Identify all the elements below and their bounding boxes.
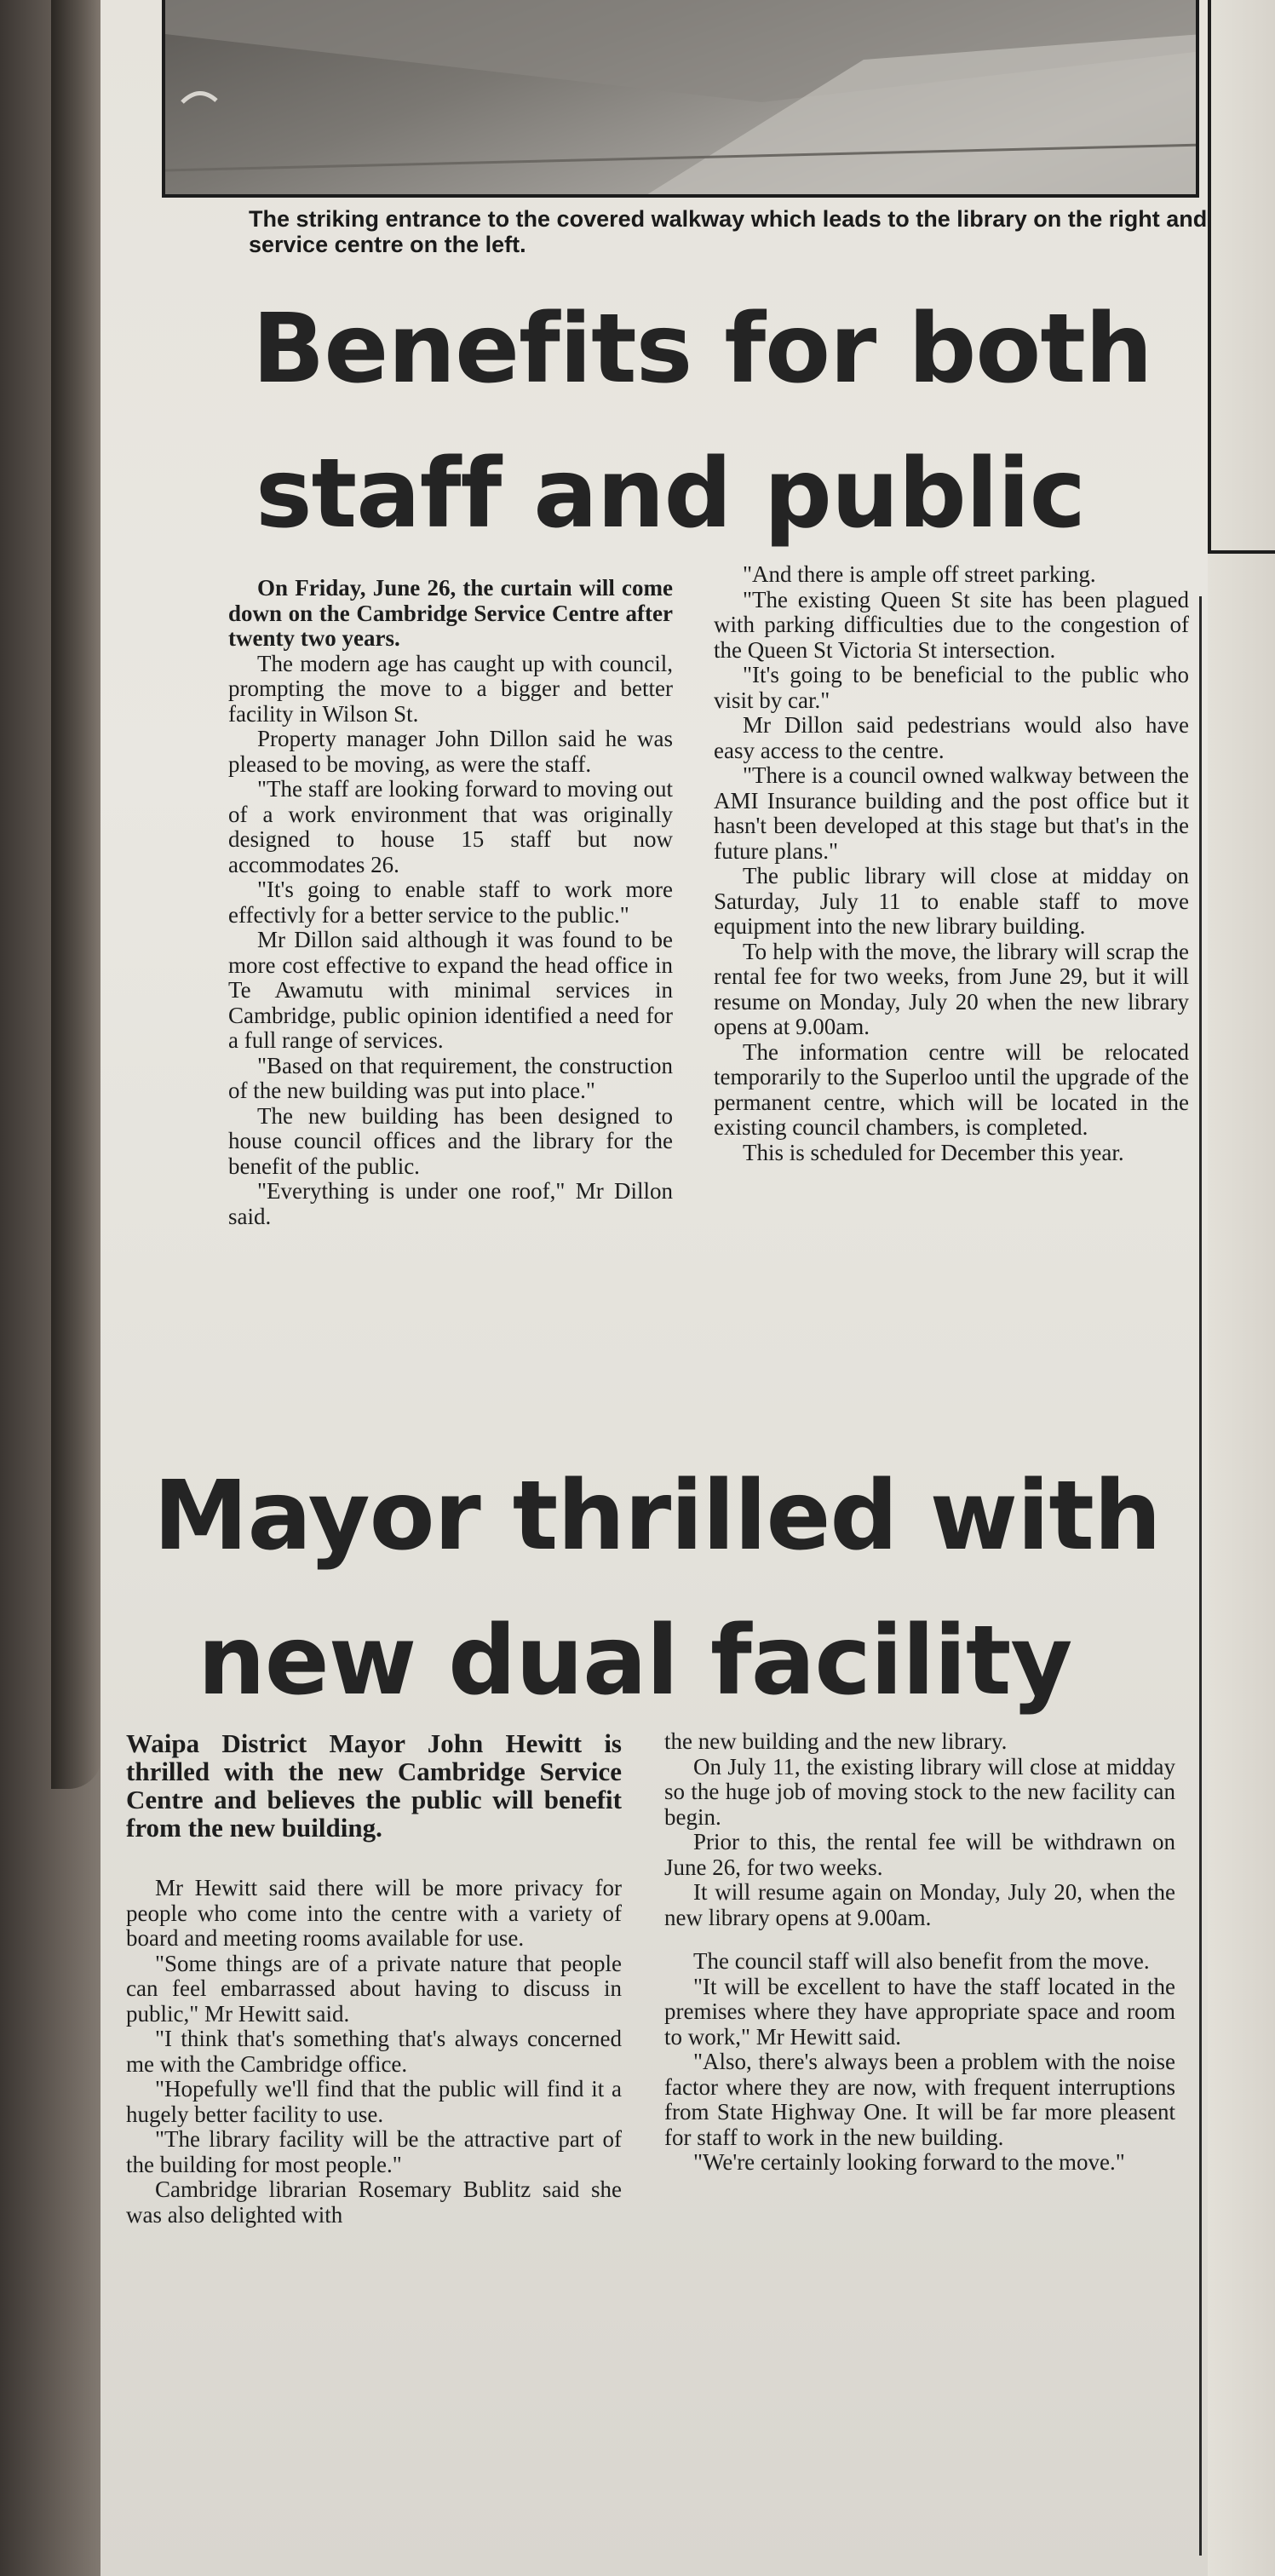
article2-left-lead: Waipa District Mayor John Hewitt is thrilled with the new Cambridge Service Centre and believes the public will benefit from the new building. — [126, 1728, 622, 1843]
box-border-right — [1208, 0, 1211, 554]
article1-left-paragraph: On Friday, June 26, the curtain will come down on the Cambridge Service Centre after twenty two years. — [228, 575, 673, 651]
article2-left-paragraph: "Hopefully we'll find that the public will find it a hugely better facility to use. — [126, 2076, 622, 2127]
article1-left-paragraph: "It's going to enable staff to work more effectivly for a better service to the public." — [228, 877, 673, 928]
article1-right-paragraph: To help with the move, the library will scrap the rental fee for two weeks, from June 29, but it will resume on Monday, July 20 when the new library opens at 9.00am. — [714, 938, 1189, 1039]
headline-article2-line2: new dual facility — [198, 1606, 1072, 1716]
article1-right-paragraph: "It's going to be beneficial to the public who visit by car." — [714, 662, 1189, 713]
article1-left-paragraph: The new building has been designed to house council offices and the library for the benefit of the public. — [228, 1102, 673, 1179]
article2-right-column — [664, 1729, 1175, 2176]
article1-right-paragraph: Mr Dillon said pedestrians would also have easy access to the centre. — [714, 712, 1189, 763]
page-curl — [51, 0, 102, 1789]
article1-left-paragraph: "The staff are looking forward to moving out of a work environment that was originally designed to house 15 staff but now accommodates 26. — [228, 776, 673, 877]
article2-right-paragraph: It will resume again on Monday, July 20, when the new library opens at 9.00am. — [664, 1879, 1175, 1930]
article1-left-paragraph: "Based on that requirement, the construction of the new building was put into place." — [228, 1052, 673, 1103]
headline-article1-line1: Benefits for both — [252, 294, 1152, 405]
article2-left-paragraph: "The library facility will be the attractive part of the building for most people." — [126, 2126, 622, 2177]
article2-left-spacer — [126, 1842, 622, 1876]
article2-right-paragraph: On July 11, the existing library will close at midday so the huge job of moving stock to the new facility can begin. — [664, 1753, 1175, 1830]
article2-left-column — [126, 1729, 622, 2228]
article1-right-paragraph: The information centre will be relocated temporarily to the Superloo until the upgrade of the permanent centre, which will be located in the existing council chambers, is completed. — [714, 1038, 1189, 1140]
article1-right-paragraph: "There is a council owned walkway between the AMI Insurance building and the post office but it hasn't been developed at this stage but that's in the future plans." — [714, 762, 1189, 864]
headline-article1-line2: staff and public — [256, 439, 1085, 549]
article2-right-paragraph: "Also, there's always been a problem with the noise factor where they are now, with frequent interruptions from State Highway One. It will be far more pleasent for staff to work in the new building. — [664, 2049, 1175, 2150]
article2-right-spacer — [664, 1930, 1175, 1949]
article2-left-paragraph: Mr Hewitt said there will be more privacy for people who come into the centre with a variety of board and meeting rooms available for use. — [126, 1875, 622, 1951]
box-border-bottom — [1208, 550, 1275, 554]
article2-left-paragraph: "I think that's something that's always concerned me with the Cambridge office. — [126, 2026, 622, 2077]
article1-right-column — [714, 562, 1189, 1165]
article1-right-paragraph: "And there is ample off street parking. — [743, 561, 1096, 587]
article1-left-column — [228, 576, 673, 1229]
walkway-photo — [162, 0, 1199, 198]
article1-left-paragraph: The modern age has caught up with council, prompting the move to a bigger and better facility in Wilson St. — [228, 650, 673, 727]
article2-right-paragraph: The council staff will also benefit from the move. — [693, 1948, 1150, 1974]
article2-left-paragraph: "Some things are of a private nature that people can feel embarrassed about having to discuss in public," Mr Hewitt said. — [126, 1950, 622, 2027]
article2-left-paragraph: Cambridge librarian Rosemary Bublitz said she was also delighted with — [126, 2176, 622, 2228]
article1-right-paragraph: This is scheduled for December this year. — [743, 1139, 1124, 1165]
article1-right-paragraph: "The existing Queen St site has been plagued with parking difficulties due to the congestion of the Queen St Victoria St intersection. — [714, 586, 1189, 663]
article1-right-paragraph: The public library will close at midday on Saturday, July 11 to enable staff to move equipment into the new library building. — [714, 863, 1189, 939]
article2-right-paragraph: the new building and the new library. — [664, 1728, 1008, 1754]
article1-left-paragraph: Property manager John Dillon said he was pleased to be moving, as were the staff. — [228, 726, 673, 777]
headline-article2-line1: Mayor thrilled with — [153, 1461, 1161, 1572]
article1-left-paragraph: Mr Dillon said although it was found to be more cost effective to expand the head office in Te Awamutu with minimal services in Cambridge, public opinion identified a need for a full range of services. — [228, 927, 673, 1053]
column-rule — [1199, 596, 1202, 2556]
photo-caption: The striking entrance to the covered walkway which leads to the library on the right and service centre on the left. — [249, 206, 1208, 257]
article1-left-paragraph: "Everything is under one roof," Mr Dillon said. — [228, 1178, 673, 1229]
article2-right-paragraph: "It will be excellent to have the staff located in the premises where they have appropriate space and room to work," Mr Hewitt said. — [664, 1973, 1175, 2050]
article2-right-paragraph: Prior to this, the rental fee will be withdrawn on June 26, for two weeks. — [664, 1829, 1175, 1880]
page-right-margin — [1208, 0, 1275, 2576]
article2-right-paragraph: "We're certainly looking forward to the move." — [693, 2149, 1125, 2175]
